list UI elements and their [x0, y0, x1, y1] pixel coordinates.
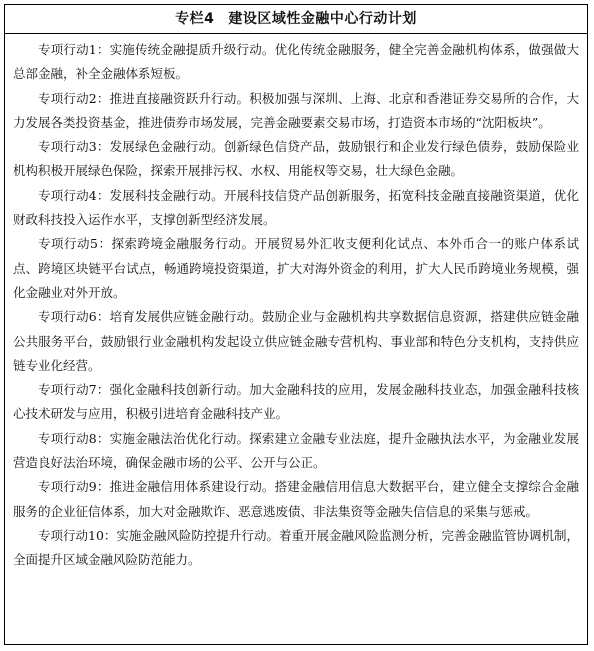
column-number: 专栏4: [175, 11, 215, 27]
action-item-10: 专项行动10：实施金融风险防控提升行动。着重开展金融风险监测分析，完善金融监管协调机制，全面提升区域金融风险防范能力。: [13, 527, 579, 568]
action-item-4: 专项行动4：发展科技金融行动。开展科技信贷产品创新服务，拓宽科技金融直接融资渠道，优化财政科技投入运作水平，支撑创新型经济发展。: [13, 187, 579, 228]
action-item-9: 专项行动9：推进金融信用体系建设行动。搭建金融信用信息大数据平台，建立健全支撑综合金融服务的企业征信体系，加大对金融欺诈、恶意逃废债、非法集资等金融失信信息的采集与惩戒。: [13, 479, 579, 519]
action-item-3: 专项行动3：发展绿色金融行动。创新绿色信贷产品，鼓励银行和企业发行绿色债券，鼓励保险业机构积极开展绿色保险，探索开展排污权、水权、用能权等交易，壮大绿色金融。: [13, 139, 579, 179]
action-item-2: 专项行动2：推进直接融资跃升行动。积极加强与深圳、上海、北京和香港证券交易所的合作，大力发展各类投资基金，推进债券市场发展，完善金融要素交易市场，打造资本市场的“沈阳板块”。: [13, 90, 579, 130]
action-item-6: 专项行动6：培育发展供应链金融行动。鼓励企业与金融机构共享数据信息资源，搭建供应链金融公共服务平台，鼓励银行业金融机构发起设立供应链金融专营机构、事业部和特色分支机构，支持供应链专业化经营。: [13, 309, 579, 373]
action-item-5: 专项行动5：探索跨境金融服务行动。开展贸易外汇收支便利化试点、本外币合一的账户体系试点、跨境区块链平台试点，畅通跨境投资渠道，扩大对海外资金的利用，扩大人民币跨境业务规模，强化金融业对外开放。: [13, 236, 579, 300]
action-list: [5, 34, 587, 573]
column-box: [4, 4, 588, 645]
action-item-1: 专项行动1：实施传统金融提质升级行动。优化传统金融服务，健全完善金融机构体系，做强做大总部金融，补全金融体系短板。: [13, 42, 579, 82]
column-title: [5, 5, 587, 34]
column-heading: 建设区域性金融中心行动计划: [228, 11, 417, 27]
action-item-7: 专项行动7：强化金融科技创新行动。加大金融科技的应用，发展金融科技业态，加强金融科技核心技术研发与应用，积极引进培育金融科技产业。: [13, 382, 579, 422]
action-item-8: 专项行动8：实施金融法治优化行动。探索建立金融专业法庭，提升金融执法水平，为金融业发展营造良好法治环境，确保金融市场的公平、公开与公正。: [13, 430, 579, 471]
